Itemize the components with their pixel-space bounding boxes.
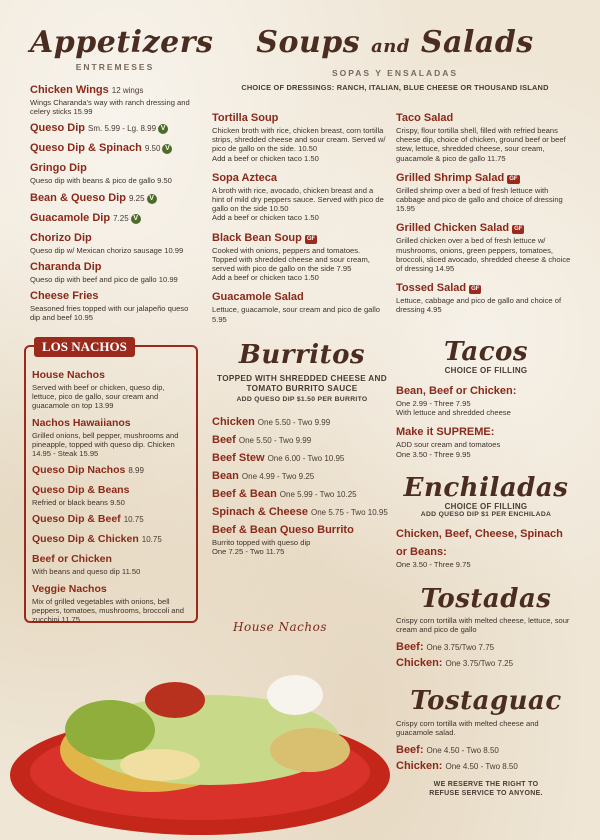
item-price: 12 wings (111, 86, 144, 95)
burritos-list (212, 415, 392, 556)
menu-item (396, 656, 576, 671)
item-price: One 3.75/Two 7.75 (426, 643, 495, 653)
item-name: Sopa Azteca (212, 171, 278, 184)
item-name: Bean & Queso Dip (30, 191, 126, 204)
tostaguac-section (396, 686, 576, 798)
item-name: Cheese Fries (30, 290, 99, 303)
item-price: One 4.99 - Two 9.25 (241, 472, 315, 481)
item-price: 7.25 (113, 213, 129, 223)
item-name: Beef: (396, 744, 424, 757)
menu-item (212, 228, 387, 283)
menu-item (30, 228, 200, 255)
enchiladas-note: ADD QUESO DIP $1 PER ENCHILADA (420, 511, 552, 518)
item-name: Charanda Dip (30, 260, 102, 273)
tacos-title: Tacos (443, 337, 529, 367)
tostaguac-list (396, 743, 576, 774)
item-name: Chicken: (396, 760, 443, 773)
item-name: Beef (212, 434, 236, 446)
item-price: One 3.75/Two 7.25 (445, 659, 514, 669)
menu-item (396, 168, 576, 214)
chips-right (270, 728, 350, 772)
queso (120, 749, 200, 781)
item-desc: Grilled chicken over a bed of fresh lettuce w/ mushrooms, onions, green peppers, tomatoes, broccoli, sliced avocado, shredded cheese & choice of dressing 14.95 (396, 236, 571, 274)
appetizers-subtitle: ENTREMESES (75, 62, 155, 72)
tostadas-section (396, 584, 576, 672)
vegetarian-badge: V (162, 144, 172, 154)
menu-item (32, 480, 190, 507)
item-name: Tortilla Soup (212, 112, 279, 124)
item-name: Queso Dip Nachos (32, 464, 126, 477)
item-price: Sm. 5.99 - Lg. 8.99 (88, 124, 157, 134)
item-name: Chorizo Dip (30, 231, 92, 244)
gluten-free-badge: GF (306, 235, 316, 242)
item-desc: Served with beef or chicken, queso dip, lettuce, pico de gallo, sour cream and guacamole on top 13.99 (32, 383, 165, 411)
soups-title-and: and (371, 36, 410, 57)
item-desc: A broth with rice, avocado, chicken breast and a hint of mild dry peppers sauce. Served with pico de gallo on the side 10.50 Add a beef or chicken taco 1.50 (212, 185, 384, 223)
tostaguac-title: Tostaguac (410, 686, 562, 716)
item-desc: Queso dip with beef and pico de gallo 10.99 (30, 274, 178, 284)
menu-item (396, 640, 576, 655)
item-price: One 4.50 - Two 8.50 (445, 762, 518, 772)
item-name: Gringo Dip (30, 162, 87, 175)
tacos-section (396, 338, 576, 464)
item-desc: Crispy, flour tortilla shell, filled with refried beans cheese dip, choice of chicken, ground beef or beef stew, lettuce, shredded cheese, sour cream, guacamole & pico de gallo 11.75 (396, 126, 566, 163)
gluten-free-badge: GF (514, 226, 523, 233)
menu-item (32, 549, 190, 576)
menu-item (30, 158, 200, 185)
menu-item (396, 108, 576, 163)
enchiladas-subtitle: CHOICE OF FILLING (444, 502, 528, 511)
burritos-section (212, 340, 392, 559)
gluten-free-badge: GF (471, 286, 480, 293)
appetizers-title: Appetizers (30, 25, 214, 60)
menu-item (212, 451, 392, 466)
sour-cream (267, 675, 323, 715)
menu-item (212, 469, 392, 484)
item-name: Beef or Chicken (32, 553, 112, 566)
item-name: Tossed Salad (396, 282, 467, 295)
item-price: One 5.75 - Two 10.95 (310, 508, 388, 517)
item-desc: Cooked with onions, peppers and tomatoes. Topped with shredded cheese and sour cream, served with pico de gallo on the side 7.95 Add a beef or chicken taco 1.50 (212, 245, 370, 283)
menu-item (32, 460, 190, 478)
item-desc: Refried or black beans 9.50 (32, 498, 125, 508)
burritos-subtitle: TOPPED WITH SHREDDED CHEESE AND TOMATO BURRITO SAUCE (217, 374, 387, 393)
house-nachos-caption: House Nachos (233, 620, 327, 634)
item-desc: One 3.50 - Three 9.75 (396, 560, 471, 569)
menu-item (396, 218, 576, 273)
menu-item (30, 208, 200, 226)
soups-title (210, 26, 580, 64)
item-name: Chicken Wings (30, 84, 109, 96)
appetizers-section (30, 25, 214, 324)
menu-item (212, 108, 387, 163)
menu-item (212, 523, 392, 556)
item-price: 10.75 (123, 515, 144, 525)
menu-item (212, 433, 392, 448)
item-name: Beef & Bean Queso Burrito (212, 524, 354, 536)
menu-item (32, 579, 190, 625)
menu-item (30, 118, 200, 136)
item-desc: With beans and queso dip 11.50 (32, 567, 141, 577)
menu-item (32, 529, 190, 547)
tacos-list (396, 381, 576, 459)
nachos-list (32, 365, 190, 624)
dressings-note: CHOICE OF DRESSINGS: RANCH, ITALIAN, BLUE CHEESE OR THOUSAND ISLAND (241, 83, 549, 92)
item-desc: ADD sour cream and tomatoes One 3.50 - Three 9.95 (396, 440, 501, 459)
item-price: 9.25 (128, 193, 145, 203)
soups-title-part2: Salads (420, 25, 534, 60)
item-name: Beef: (396, 641, 424, 654)
item-name: Guacamole Dip (30, 211, 111, 224)
menu-item (212, 487, 392, 502)
burritos-title: Burritos (238, 340, 366, 370)
item-price: 9.50 (144, 144, 161, 154)
item-desc: Mix of grilled vegetables with onions, bell peppers, tomatoes, mushrooms, broccoli and zucchini 11.75 (32, 596, 184, 625)
burritos-note: ADD QUESO DIP $1.50 PER BURRITO (236, 396, 368, 403)
house-nachos-photo (0, 640, 400, 840)
menu-item (30, 286, 200, 322)
menu-item (396, 381, 576, 417)
item-name: Chicken (212, 416, 255, 428)
item-desc: Grilled onions, bell pepper, mushrooms and pineapple, topped with queso dip. Chicken 14.95 - Steak 15.95 (32, 430, 179, 459)
menu-item (212, 168, 387, 223)
menu-item (30, 188, 200, 206)
tostadas-title: Tostadas (420, 584, 552, 614)
item-desc: Seasoned fries topped with our jalapeño queso dip and beef 10.95 (30, 304, 189, 323)
menu-item (396, 759, 576, 774)
item-desc: Chicken broth with rice, chicken breast, corn tortilla strips, shredded cheese and sour cream. Served w/ pico de gallo on the side. 10.50 Add a beef or chicken taco 1.50 (212, 126, 386, 163)
item-name: Queso Dip & Spinach (30, 142, 142, 155)
menu-item (32, 413, 190, 459)
menu-item (32, 509, 190, 527)
nachos-title: LOS NACHOS (34, 337, 135, 357)
item-desc: Lettuce, cabbage and pico de gallo and choice of dressing 4.95 (396, 296, 562, 315)
item-name: Queso Dip & Chicken (32, 533, 139, 546)
item-price: One 5.99 - Two 10.25 (279, 490, 357, 499)
tacos-subtitle: CHOICE OF FILLING (444, 366, 528, 375)
item-name: Queso Dip & Beans (32, 484, 130, 497)
menu-item (30, 80, 200, 116)
item-name: Chicken: (396, 657, 443, 670)
menu-item (396, 743, 576, 758)
item-name: Nachos Hawaiianos (32, 416, 131, 429)
item-desc: One 2.99 - Three 7.95 With lettuce and shredded cheese (396, 399, 511, 418)
item-name: Beef Stew (212, 452, 265, 464)
footer-note: WE RESERVE THE RIGHT TO REFUSE SERVICE TO ANYONE. (429, 781, 543, 798)
item-desc: Wings Charanda's way with ranch dressing and celery sticks 15.99 (30, 98, 190, 117)
item-price: 10.75 (141, 535, 162, 545)
vegetarian-badge: V (131, 214, 141, 224)
menu-item (30, 257, 200, 284)
item-price: 8.99 (128, 466, 144, 476)
item-desc: Queso dip w/ Mexican chorizo sausage 10.99 (30, 245, 184, 255)
tostaguac-desc: Crispy corn tortilla with melted cheese and guacamole salad. (396, 719, 539, 738)
menu-item (396, 422, 576, 458)
vegetarian-badge: V (147, 194, 157, 204)
soups-salads-header (210, 26, 580, 92)
enchiladas-title: Enchiladas (403, 473, 569, 503)
vegetarian-badge: V (158, 124, 168, 134)
enchiladas-list (396, 524, 576, 569)
tostadas-list (396, 640, 576, 671)
item-name: Bean, Beef or Chicken: (396, 385, 517, 397)
menu-item (32, 365, 190, 411)
item-desc: Queso dip with beans & pico de gallo 9.50 (30, 176, 172, 186)
item-name: Queso Dip & Beef (32, 513, 121, 526)
nachos-box (24, 339, 198, 625)
item-price: One 6.00 - Two 10.95 (267, 454, 345, 463)
item-price: One 5.50 - Two 9.99 (257, 418, 331, 427)
gluten-free-badge: GF (509, 175, 518, 182)
menu-item (212, 415, 392, 430)
item-name: Grilled Chicken Salad (396, 222, 510, 235)
item-name: Make it SUPREME: (396, 426, 495, 439)
item-price: One 5.50 - Two 9.99 (238, 436, 312, 445)
item-name: Taco Salad (396, 112, 454, 124)
tostadas-desc: Crispy corn tortilla with melted cheese, lettuce, sour cream and pico de gallo (396, 616, 570, 635)
appetizers-list (30, 80, 200, 322)
item-name: Bean (212, 470, 239, 482)
item-name: House Nachos (32, 369, 105, 381)
item-name: Spinach & Cheese (212, 506, 308, 518)
item-desc: Lettuce, guacamole, sour cream and pico de gallo 5.95 (212, 305, 381, 324)
menu-item (396, 278, 576, 314)
soups-left-list (212, 108, 387, 329)
menu-item (212, 287, 387, 323)
item-price: One 4.50 - Two 8.50 (426, 746, 499, 756)
item-name: Veggie Nachos (32, 582, 107, 595)
soups-title-part1: Soups (256, 25, 361, 60)
menu-item (212, 505, 392, 520)
soups-subtitle: SOPAS Y ENSALADAS (331, 68, 459, 78)
item-desc: Grilled shrimp over a bed of fresh lettuce with cabbage and pico de gallo and choice of dressing 15.95 (396, 185, 563, 214)
item-name: Beef & Bean (212, 488, 277, 500)
item-name: Black Bean Soup (212, 231, 302, 244)
item-name: Guacamole Salad (212, 291, 304, 304)
enchiladas-section (396, 474, 576, 573)
item-name: Queso Dip (30, 122, 86, 135)
item-name: Chicken, Beef, Cheese, Spinach or Beans: (396, 528, 563, 558)
item-desc: Burrito topped with queso dip One 7.25 - Two 11.75 (212, 538, 311, 557)
item-name: Grilled Shrimp Salad (396, 171, 505, 184)
menu-item (396, 524, 576, 569)
salads-right-list (396, 108, 576, 320)
menu-item (30, 138, 200, 156)
pico-de-gallo (145, 682, 205, 718)
